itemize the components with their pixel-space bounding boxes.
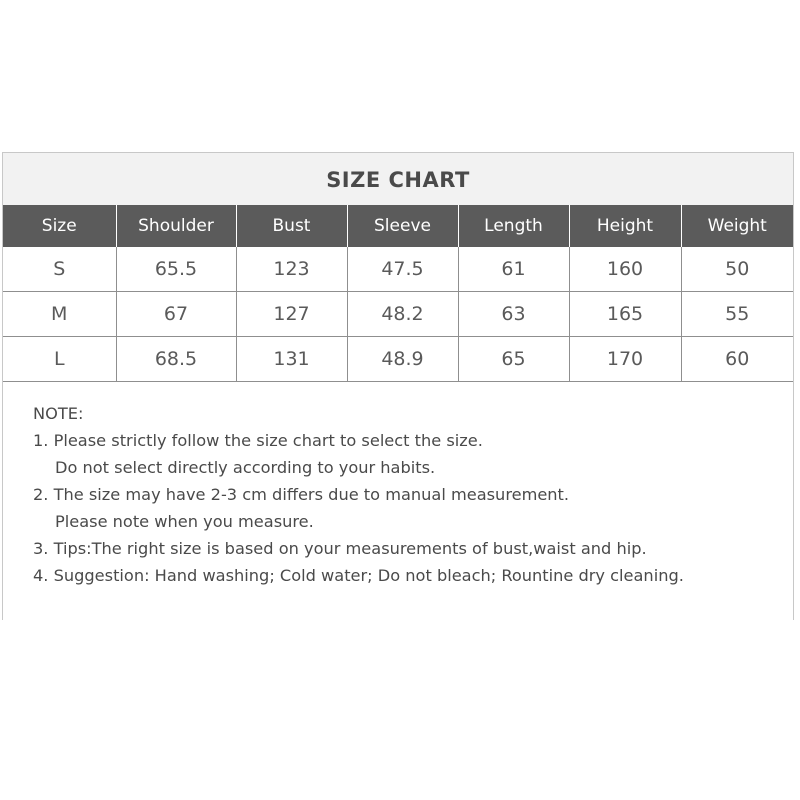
header-shoulder: Shoulder (116, 205, 236, 247)
cell-length: 65 (458, 337, 569, 382)
header-bust: Bust (236, 205, 347, 247)
cell-shoulder: 68.5 (116, 337, 236, 382)
cell-height: 170 (569, 337, 681, 382)
cell-sleeve: 48.2 (347, 292, 458, 337)
cell-size: M (3, 292, 116, 337)
cell-bust: 131 (236, 337, 347, 382)
cell-height: 165 (569, 292, 681, 337)
table-row (3, 247, 793, 292)
table-row (3, 337, 793, 382)
size-chart-panel (2, 152, 794, 620)
note-line: 1. Please strictly follow the size chart to select the size. (33, 431, 483, 450)
cell-size: L (3, 337, 116, 382)
cell-shoulder: 67 (116, 292, 236, 337)
header-length: Length (458, 205, 569, 247)
table-row (3, 292, 793, 337)
header-height: Height (569, 205, 681, 247)
header-weight: Weight (681, 205, 793, 247)
cell-weight: 55 (681, 292, 793, 337)
cell-weight: 60 (681, 337, 793, 382)
note-line: Please note when you measure. (55, 512, 314, 531)
cell-sleeve: 47.5 (347, 247, 458, 292)
cell-sleeve: 48.9 (347, 337, 458, 382)
note-line: 3. Tips:The right size is based on your measurements of bust,waist and hip. (33, 539, 647, 558)
header-size: Size (3, 205, 116, 247)
cell-shoulder: 65.5 (116, 247, 236, 292)
note-line: 2. The size may have 2-3 cm differs due to manual measurement. (33, 485, 570, 504)
cell-length: 61 (458, 247, 569, 292)
note-line: 4. Suggestion: Hand washing; Cold water; Do not bleach; Rountine dry cleaning. (33, 566, 684, 585)
cell-length: 63 (458, 292, 569, 337)
cell-size: S (3, 247, 116, 292)
cell-bust: 123 (236, 247, 347, 292)
notes-heading: NOTE: (33, 404, 84, 423)
size-chart-title: SIZE CHART (3, 153, 793, 205)
cell-height: 160 (569, 247, 681, 292)
table-header-row (3, 205, 793, 247)
cell-weight: 50 (681, 247, 793, 292)
size-table (3, 205, 793, 382)
notes-section (3, 382, 793, 589)
note-line: Do not select directly according to your habits. (55, 458, 436, 477)
header-sleeve: Sleeve (347, 205, 458, 247)
cell-bust: 127 (236, 292, 347, 337)
